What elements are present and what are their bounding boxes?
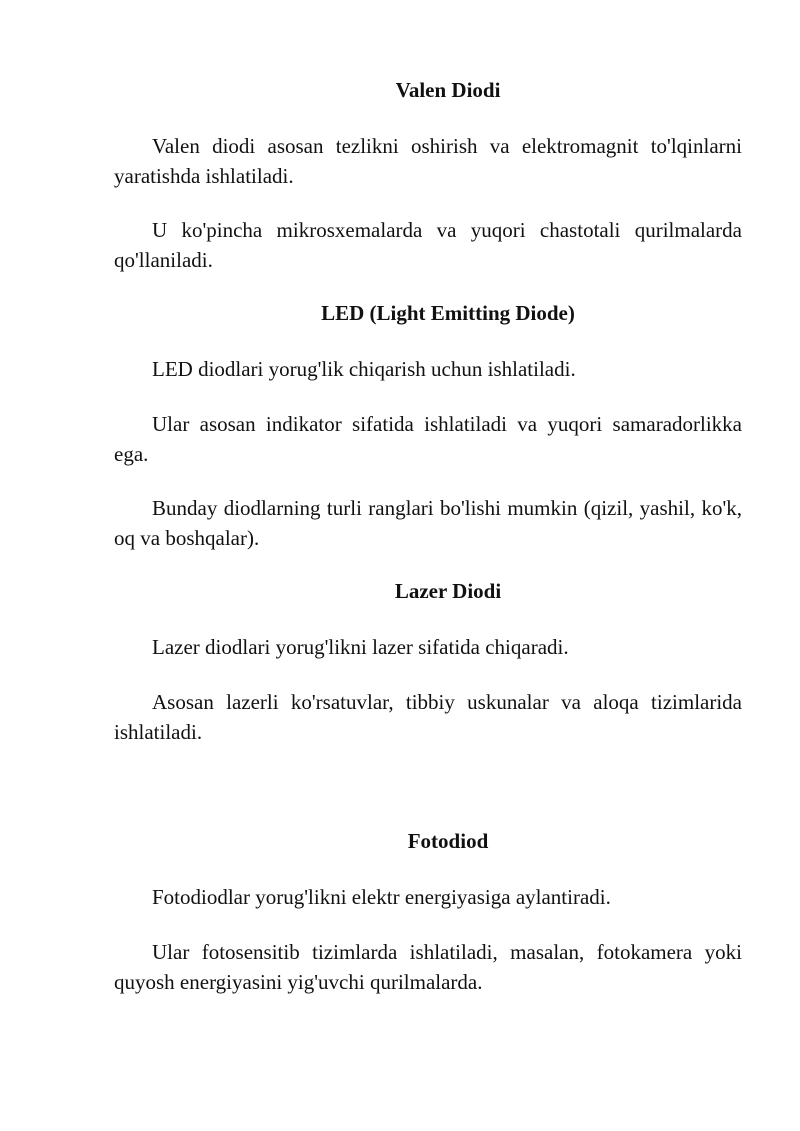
section-heading-fotodiod: Fotodiod (407, 829, 489, 853)
paragraph-lazer-1: Lazer diodlari yorug'likni lazer sifatida chiqaradi. (152, 635, 569, 659)
section-heading-led: LED (Light Emitting Diode) (321, 301, 575, 325)
paragraph-fotodiod-1: Fotodiodlar yorug'likni elektr energiyasiga aylantiradi. (152, 885, 611, 909)
section-heading-lazer-diodi: Lazer Diodi (394, 579, 502, 603)
paragraph-lazer-2: Asosan lazerli ko'rsatuvlar, tibbiy uskunalar va aloqa tizimlarida ishlatiladi. (114, 690, 742, 744)
paragraph-valen-2: U ko'pincha mikrosxemalarda va yuqori chastotali qurilmalarda qo'llaniladi. (114, 218, 742, 272)
paragraph-valen-1: Valen diodi asosan tezlikni oshirish va elektromagnit to'lqinlarni yaratishda ishlatiladi. (114, 134, 742, 188)
section-heading-valen-diodi: Valen Diodi (395, 78, 501, 102)
paragraph-led-1: LED diodlari yorug'lik chiqarish uchun ishlatiladi. (152, 357, 576, 381)
paragraph-fotodiod-2: Ular fotosensitib tizimlarda ishlatiladi, masalan, fotokamera yoki quyosh energiyasini yig'uvchi qurilmalarda. (114, 940, 742, 994)
paragraph-led-2: Ular asosan indikator sifatida ishlatiladi va yuqori samaradorlikka ega. (114, 412, 742, 466)
paragraph-led-3: Bunday diodlarning turli ranglari bo'lishi mumkin (qizil, yashil, ko'k, oq va boshqalar). (114, 496, 742, 550)
